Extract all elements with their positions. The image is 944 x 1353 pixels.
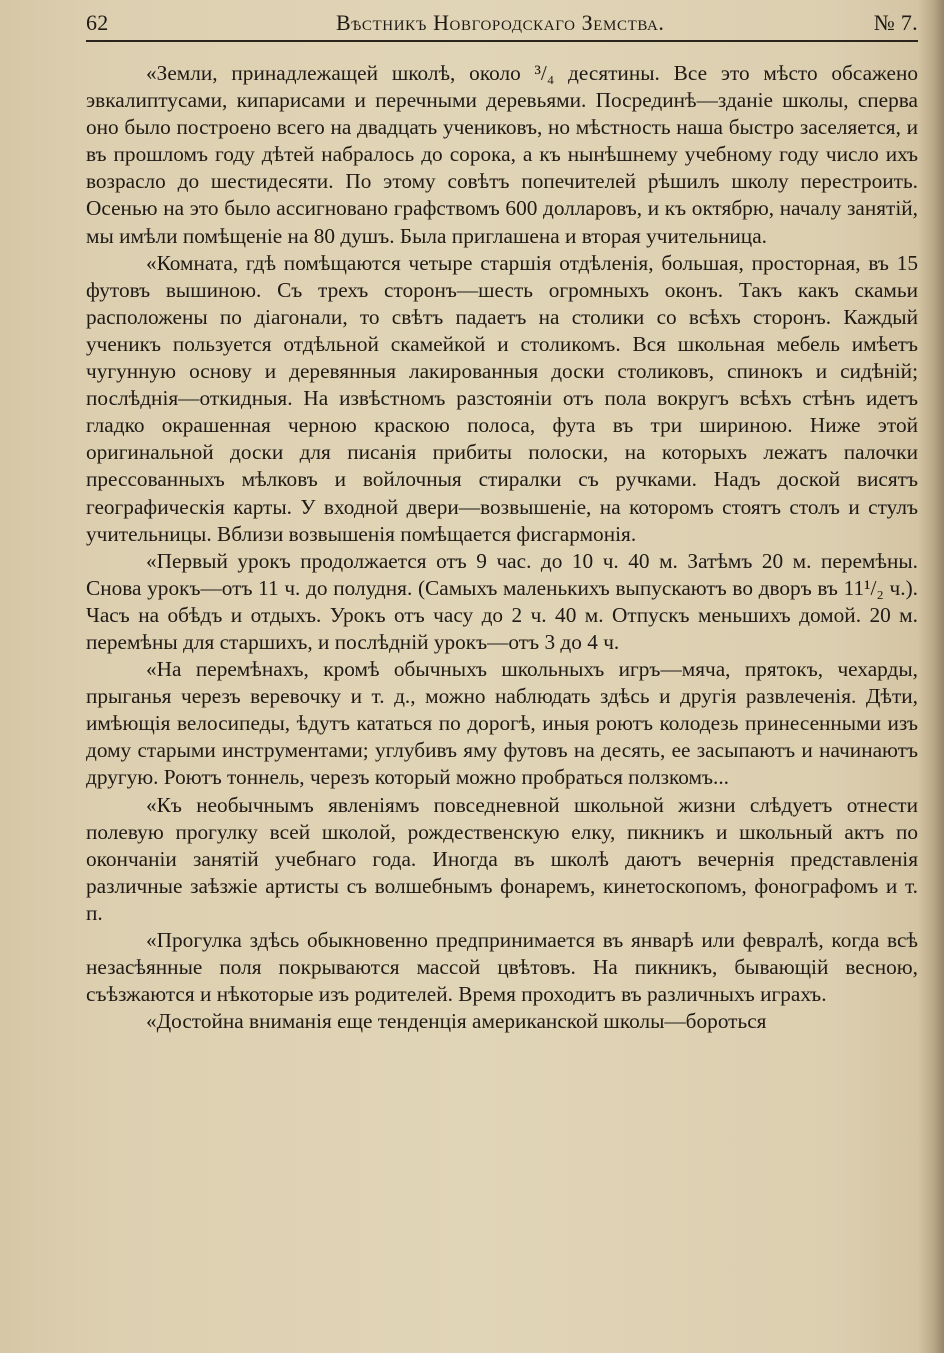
- article-body: [86, 60, 918, 1035]
- page-number: 62: [86, 10, 109, 35]
- issue-number: № 7.: [873, 10, 918, 35]
- paragraph-unusual-events: «Къ необычнымъ явленіямъ повседневной школьной жизни слѣдуетъ отнести полевую прогулку всей школой, рождественскую елку, пикникъ и школьный актъ по окончаніи занятій учебнаго года. Иногда въ школѣ даютъ вечернія представленія различные заѣзжіе артисты съ волшебнымъ фонаремъ, кинетоскопомъ, фонографомъ и т. п.: [86, 792, 918, 925]
- running-title: Вѣстникъ Новгородскаго Земства.: [336, 10, 665, 35]
- paragraph-school-grounds: «Земли, принадлежащей школѣ, около ³/₄ десятины. Все это мѣсто обсажено эвкалиптусами, кипарисами и перечными деревьями. Посрединѣ—зданіе школы, сперва оно было построено всего на двадцать учениковъ, но мѣстность наша быстро заселяется, и въ прошломъ году дѣтей набралось до сорока, а къ нынѣшнему учебному году число ихъ возрасло до шестидесяти. По этому совѣтъ попечителей рѣшилъ школу перестроить. Осенью на это было ассигновано графствомъ 600 долларовъ, и къ октябрю, началу занятій, мы имѣли помѣщеніе на 80 душъ. Была приглашена и вторая учительница.: [86, 61, 918, 248]
- paragraph-outing: «Прогулка здѣсь обыкновенно предпринимается въ январѣ или февралѣ, когда всѣ незасѣянные поля покрываются массой цвѣтовъ. На пикникъ, бывающій весною, съѣзжаются и нѣкоторые изъ родителей. Время проходитъ въ различныхъ играхъ.: [86, 928, 918, 1007]
- paragraph-tendency: «Достойна вниманія еще тенденція американской школы—бороться: [146, 1009, 767, 1034]
- page-header: [86, 8, 918, 38]
- header-rule: [86, 40, 918, 42]
- paragraph-recess: «На перемѣнахъ, кромѣ обычныхъ школьныхъ игръ—мяча, прятокъ, чехарды, прыганья черезъ веревочку и т. д., можно наблюдать здѣсь и другія развлеченія. Дѣти, имѣющія велосипеды, ѣдутъ кататься по дорогѣ, иныя роютъ колодезь принесенными изъ дому старыми инструментами; углубивъ яму футовъ на десять, ее засыпаютъ и начинаютъ другую. Роютъ тоннель, черезъ который можно пробраться ползкомъ...: [86, 657, 918, 790]
- paragraph-classroom: «Комната, гдѣ помѣщаются четыре старшія отдѣленія, большая, просторная, въ 15 футовъ вышиною. Съ трехъ сторонъ—шесть огромныхъ оконъ. Такъ какъ скамьи расположены по діагонали, то свѣтъ падаетъ на столики со всѣхъ сторонъ. Каждый ученикъ пользуется отдѣльной скамейкой и столикомъ. Вся школьная мебель имѣетъ чугунную основу и деревянныя лакированныя доски столиковъ, спинокъ и сидѣній; послѣднія—откидныя. На извѣстномъ разстояніи отъ пола вокругъ всѣхъ стѣнъ идетъ гладко окрашенная черною краскою полоса, фута въ три шириною. Ниже этой оригинальной доски для писанія прибиты полоски, на которыхъ лежатъ палочки прессованныхъ мѣлковъ и войлочныя стиралки съ ручками. Надъ доской висятъ географическія карты. У входной двери—возвышеніе, на которомъ стоятъ столъ и стулъ учительницы. Вблизи возвышенія помѣщается фисгармонія.: [86, 250, 918, 546]
- paragraph-schedule: «Первый урокъ продолжается отъ 9 час. до 10 ч. 40 м. Затѣмъ 20 м. перемѣны. Снова урокъ—отъ 11 ч. до полудня. (Самыхъ маленькихъ выпускаютъ во дворъ въ 11¹/₂ ч.). Часъ на обѣдъ и отдыхъ. Урокъ отъ часу до 2 ч. 40 м. Отпускъ меньшихъ домой. 20 м. перемѣны для старшихъ, и послѣдній урокъ—отъ 3 до 4 ч.: [86, 548, 918, 654]
- spine-shadow: [918, 0, 944, 1353]
